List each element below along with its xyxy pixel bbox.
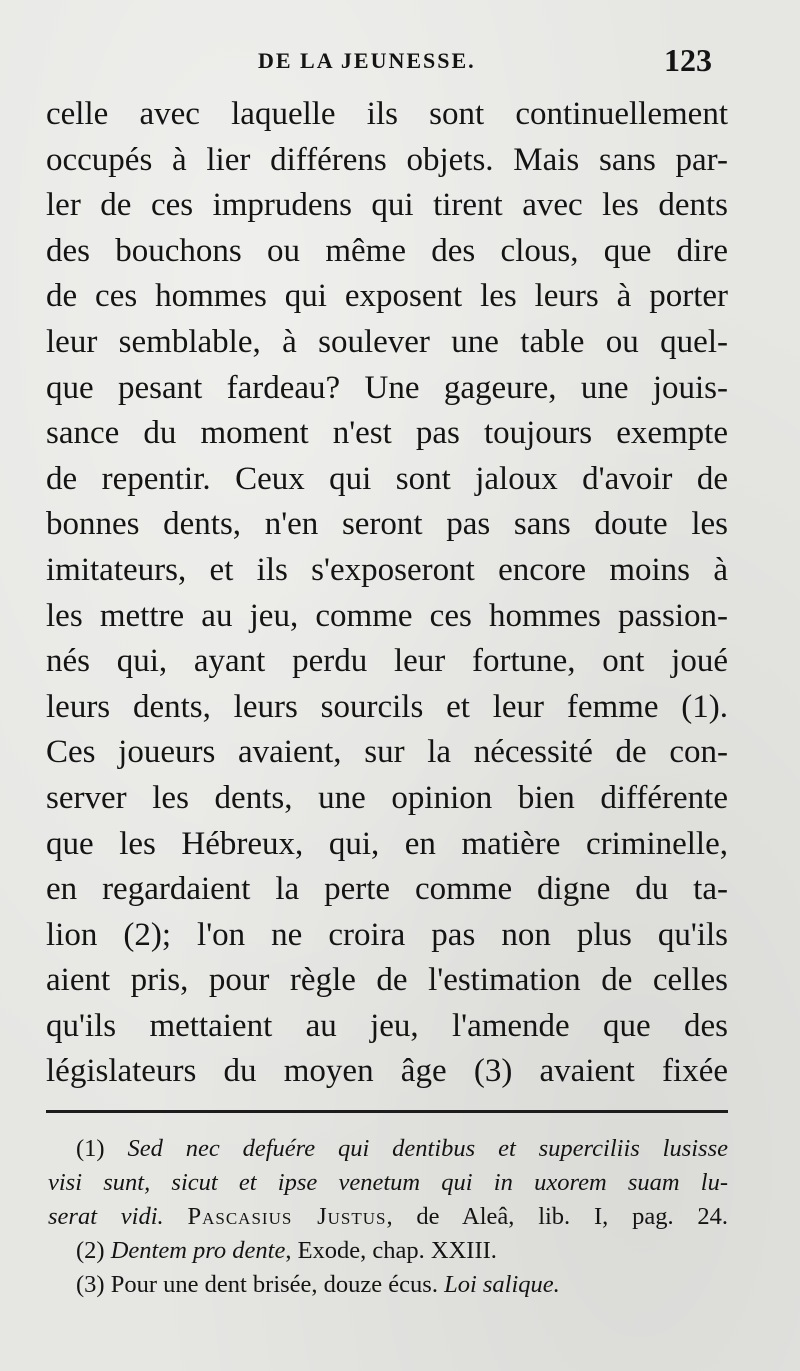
footnote-2-marker: (2) <box>76 1237 105 1264</box>
text-line: les mettre au jeu, comme ces hommes passion- <box>46 597 728 634</box>
text-line: lion (2); l'on ne croira pas non plus qu'ils <box>46 916 728 953</box>
footnote-1-latin-2: visi sunt, sicut et ipse venetum qui in uxorem suam lu- <box>48 1169 728 1196</box>
footnote-1-marker: (1) <box>76 1135 105 1162</box>
text-line: occupés à lier différens objets. Mais sans par- <box>46 141 728 178</box>
footnote-3-marker: (3) <box>76 1271 105 1298</box>
text-line: leur semblable, à soulever une table ou quel- <box>46 323 728 360</box>
text-line: ler de ces imprudens qui tirent avec les dents <box>46 187 728 224</box>
footnote-1-author: Pascasius Justus <box>187 1203 387 1230</box>
text-line: qu'ils mettaient au jeu, l'amende que des <box>46 1007 728 1044</box>
footnote-divider <box>46 1110 728 1113</box>
text-line: celle avec laquelle ils sont continuellement <box>46 96 728 132</box>
footnotes <box>48 1132 728 1302</box>
text-line: leurs dents, leurs sourcils et leur femme (1). <box>46 688 728 725</box>
footnote-1-line-2 <box>48 1166 728 1200</box>
footnote-1-line-1 <box>48 1132 728 1166</box>
footnote-1-line-3 <box>48 1200 728 1234</box>
text-line: de ces hommes qui exposent les leurs à porter <box>46 278 728 315</box>
footnote-2-source: , Exode, chap. XXIII. <box>285 1237 497 1264</box>
footnote-1-latin-3: serat vidi. <box>48 1203 164 1230</box>
text-line: que les Hébreux, qui, en matière criminelle, <box>46 825 728 862</box>
text-line: server les dents, une opinion bien différente <box>46 779 728 816</box>
text-line: législateurs du moyen âge (3) avaient fixée <box>46 1053 728 1090</box>
body-text <box>46 92 728 1095</box>
text-line: en regardaient la perte comme digne du ta- <box>46 871 728 908</box>
text-line: nés qui, ayant perdu leur fortune, ont joué <box>46 643 728 680</box>
text-line: que pesant fardeau? Une gageure, une jouis- <box>46 369 728 406</box>
footnote-3 <box>48 1268 728 1302</box>
footnote-2-latin: Dentem pro dente <box>110 1237 286 1264</box>
text-line: de repentir. Ceux qui sont jaloux d'avoir de <box>46 460 728 497</box>
page-number: 123 <box>664 42 712 78</box>
footnote-2 <box>48 1234 728 1268</box>
footnote-1-latin-1: Sed nec defuére qui dentibus et superciliis lusisse <box>127 1135 729 1162</box>
text-line: imitateurs, et ils s'exposeront encore moins à <box>46 551 728 588</box>
text-line: aient pris, pour règle de l'estimation de celles <box>46 962 728 999</box>
text-line: des bouchons ou même des clous, que dire <box>46 232 728 269</box>
running-head: DE LA JEUNESSE. <box>258 48 476 73</box>
footnote-3-text: Pour une dent brisée, douze écus. <box>110 1271 438 1298</box>
footnote-1-source: , de Aleâ, lib. I, pag. 24. <box>386 1203 729 1230</box>
text-line: sance du moment n'est pas toujours exempte <box>46 415 728 452</box>
text-line: bonnes dents, n'en seront pas sans doute les <box>46 506 728 543</box>
footnote-3-source: Loi salique. <box>444 1271 560 1298</box>
page-header <box>0 44 800 84</box>
text-line: Ces joueurs avaient, sur la nécessité de con- <box>46 734 728 771</box>
